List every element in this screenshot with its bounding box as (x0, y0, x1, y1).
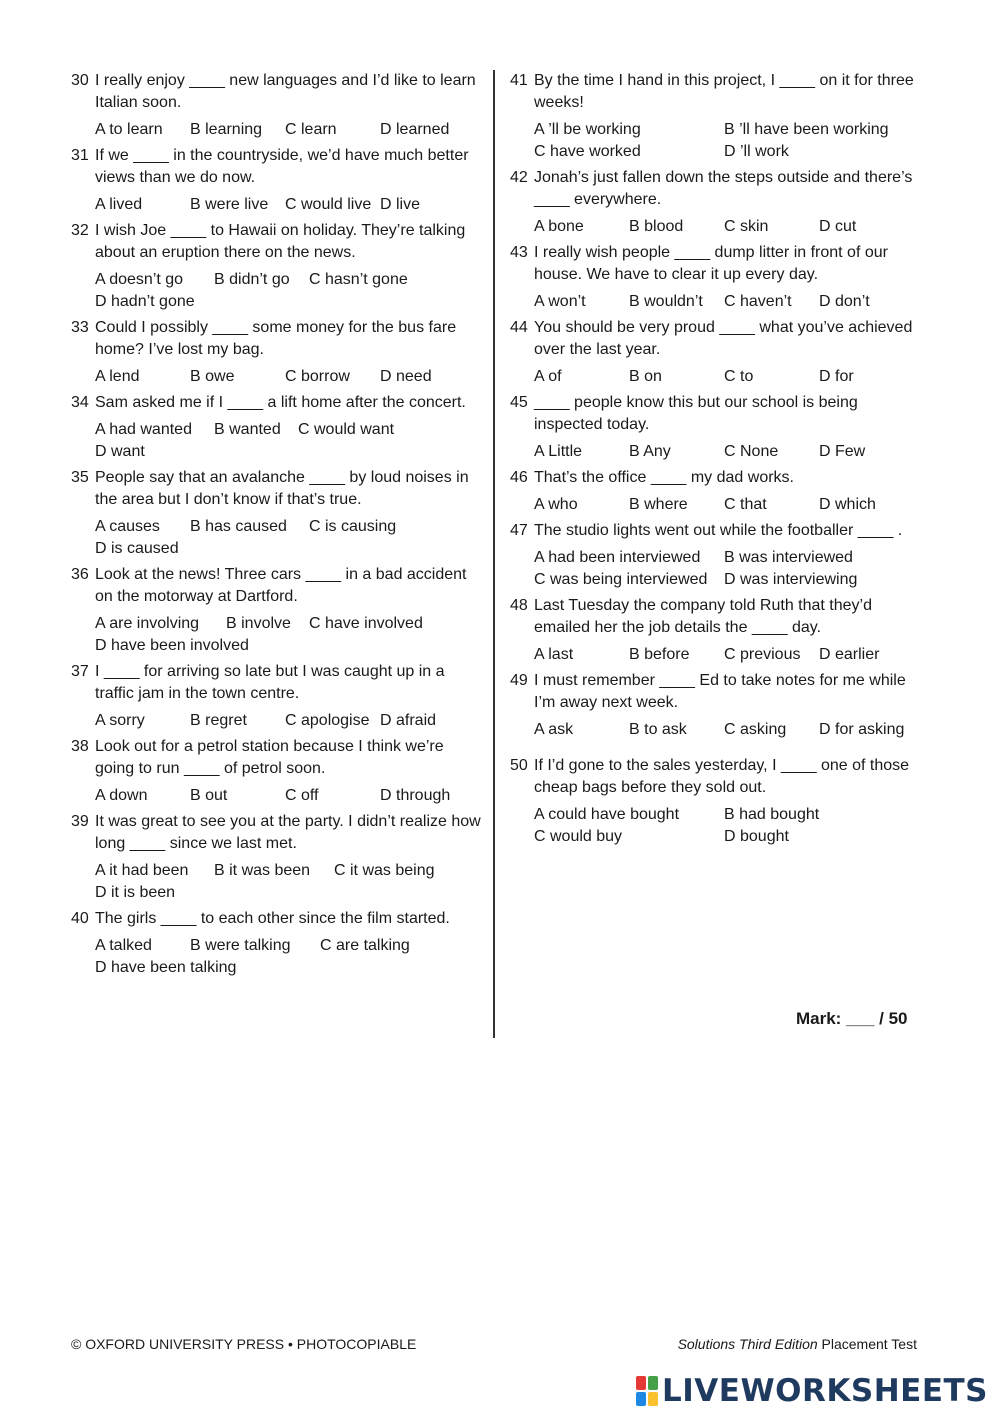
question-stem: I really wish people ____ dump litter in front of our house. We have to clear it up every day. (534, 244, 888, 283)
option-b[interactable]: B didn’t go (214, 271, 290, 288)
question-number: 36 (71, 566, 89, 583)
option-c[interactable]: C off (285, 787, 319, 804)
footer-title (678, 1336, 917, 1352)
question-50 (510, 755, 920, 848)
question-40 (71, 908, 481, 979)
option-c[interactable]: C None (724, 443, 779, 460)
option-b[interactable]: B were live (190, 196, 269, 213)
question-number: 33 (71, 319, 89, 336)
question-33 (71, 317, 481, 388)
option-c[interactable]: C have involved (309, 615, 423, 632)
question-stem: Could I possibly ____ some money for the bus fare home? I’ve lost my bag. (95, 319, 457, 358)
question-36 (71, 564, 481, 657)
option-b[interactable]: B was interviewed (724, 549, 853, 566)
option-a[interactable]: A had wanted (95, 421, 192, 438)
question-49 (510, 670, 920, 741)
option-c[interactable]: C haven’t (724, 293, 792, 310)
option-d[interactable]: D Few (819, 443, 866, 460)
option-b[interactable]: B where (629, 496, 688, 513)
option-c[interactable]: C is causing (309, 518, 397, 535)
option-d[interactable]: D earlier (819, 646, 880, 663)
question-34 (71, 392, 481, 463)
question-stem: Look out for a petrol station because I think we’re going to run ____ of petrol soon. (95, 738, 444, 777)
question-stem: I must remember ____ Ed to take notes for me while I’m away next week. (534, 672, 906, 711)
question-stem: By the time I hand in this project, I ____ on it for three weeks! (534, 72, 914, 111)
option-b[interactable]: B out (190, 787, 228, 804)
option-b[interactable]: B wouldn’t (629, 293, 703, 310)
option-a[interactable]: A had been interviewed (534, 549, 701, 566)
option-d[interactable]: D it is been (95, 884, 176, 901)
question-37 (71, 661, 481, 732)
question-number: 37 (71, 663, 89, 680)
question-number: 44 (510, 319, 528, 336)
option-c[interactable]: C learn (285, 121, 337, 138)
question-45 (510, 392, 920, 463)
question-number: 41 (510, 72, 528, 89)
option-d[interactable]: D want (95, 443, 145, 460)
right-question-column (510, 70, 920, 852)
option-b[interactable]: B to ask (629, 721, 687, 738)
question-stem: The girls ____ to each other since the film started. (95, 910, 450, 927)
question-stem: I really enjoy ____ new languages and I’d like to learn Italian soon. (95, 72, 476, 111)
liveworksheets-logo (636, 1373, 988, 1409)
option-d[interactable]: D ’ll work (724, 143, 789, 160)
option-a[interactable]: A last (534, 646, 574, 663)
liveworksheets-wordmark: LIVEWORKSHEETS (662, 1373, 988, 1409)
option-c[interactable]: C skin (724, 218, 769, 235)
footer-title-italic: Solutions Third Edition (677, 1336, 818, 1352)
option-a[interactable]: A bone (534, 218, 584, 235)
question-35 (71, 467, 481, 560)
option-a[interactable]: A Little (534, 443, 583, 460)
question-number: 31 (71, 147, 89, 164)
question-number: 46 (510, 469, 528, 486)
question-46 (510, 467, 920, 516)
column-divider (493, 70, 495, 1038)
option-a[interactable]: A doesn’t go (95, 271, 184, 288)
question-number: 43 (510, 244, 528, 261)
option-d[interactable]: D for asking (819, 721, 905, 738)
footer-title-plain: Placement Test (817, 1336, 917, 1352)
option-c[interactable]: C would buy (534, 828, 623, 845)
question-stem: Jonah’s just fallen down the steps outside and there’s ____ everywhere. (534, 169, 913, 208)
question-stem: I ____ for arriving so late but I was caught up in a traffic jam in the town centre. (95, 663, 445, 702)
question-38 (71, 736, 481, 807)
option-c[interactable]: C would live (285, 196, 372, 213)
option-b[interactable]: B ’ll have been working (724, 121, 889, 138)
question-stem: People say that an avalanche ____ by loud noises in the area but I don’t know if that’s true. (95, 469, 469, 508)
question-stem: ____ people know this but our school is being inspected today. (534, 394, 858, 433)
question-number: 40 (71, 910, 89, 927)
question-stem: Sam asked me if I ____ a lift home after the concert. (95, 394, 466, 411)
option-a[interactable]: A of (534, 368, 562, 385)
question-32 (71, 220, 481, 313)
option-c[interactable]: C hasn’t gone (309, 271, 408, 288)
option-a[interactable]: A lend (95, 368, 140, 385)
option-a[interactable]: A are involving (95, 615, 200, 632)
option-c[interactable]: C are talking (320, 937, 410, 954)
question-number: 35 (71, 469, 89, 486)
option-d[interactable]: D have been involved (95, 637, 249, 654)
option-b[interactable]: B has caused (190, 518, 287, 535)
logo-square (636, 1392, 646, 1406)
option-c[interactable]: C asking (724, 721, 787, 738)
option-c[interactable]: C previous (724, 646, 801, 663)
question-stem: The studio lights went out while the footballer ____ . (534, 522, 903, 539)
question-number: 38 (71, 738, 89, 755)
option-b[interactable]: B involve (226, 615, 291, 632)
option-b[interactable]: B blood (629, 218, 684, 235)
question-stem: If we ____ in the countryside, we’d have much better views than we do now. (95, 147, 469, 186)
option-d[interactable]: D hadn’t gone (95, 293, 195, 310)
question-number: 50 (510, 757, 528, 774)
question-stem: I wish Joe ____ to Hawaii on holiday. They’re talking about an eruption there on the news. (95, 222, 466, 261)
question-number: 45 (510, 394, 528, 411)
option-d[interactable]: D afraid (380, 712, 437, 729)
question-stem: If I’d gone to the sales yesterday, I ____ one of those cheap bags before they sold out. (534, 757, 910, 796)
option-c[interactable]: C was being interviewed (534, 571, 708, 588)
option-a[interactable]: A ask (534, 721, 574, 738)
logo-square (648, 1376, 658, 1390)
option-c[interactable]: C borrow (285, 368, 350, 385)
option-d[interactable]: D bought (724, 828, 789, 845)
question-39 (71, 811, 481, 904)
logo-square (648, 1392, 658, 1406)
option-c[interactable]: C would want (298, 421, 395, 438)
option-c[interactable]: C that (724, 496, 767, 513)
question-number: 32 (71, 222, 89, 239)
option-a[interactable]: A down (95, 787, 148, 804)
question-47 (510, 520, 920, 591)
question-stem: That’s the office ____ my dad works. (534, 469, 794, 486)
option-a[interactable]: A lived (95, 196, 143, 213)
left-question-column (71, 70, 481, 983)
option-d[interactable]: D live (380, 196, 421, 213)
question-stem: It was great to see you at the party. I didn’t realize how long ____ since we last met. (95, 813, 481, 852)
mark-total: Mark: ___ / 50 (796, 1009, 908, 1028)
option-d[interactable]: D through (380, 787, 451, 804)
option-d[interactable]: D which (819, 496, 876, 513)
question-stem: Last Tuesday the company told Ruth that they’d emailed her the job details the ____ day. (534, 597, 872, 636)
option-c[interactable]: C apologise (285, 712, 370, 729)
option-d[interactable]: D was interviewing (724, 571, 858, 588)
option-d[interactable]: D for (819, 368, 854, 385)
question-31 (71, 145, 481, 216)
option-b[interactable]: B regret (190, 712, 247, 729)
option-b[interactable]: B were talking (190, 937, 291, 954)
question-number: 47 (510, 522, 528, 539)
footer-copyright: © OXFORD UNIVERSITY PRESS • PHOTOCOPIABLE (71, 1336, 417, 1352)
option-a[interactable]: A it had been (95, 862, 189, 879)
option-c[interactable]: C have worked (534, 143, 641, 160)
question-number: 42 (510, 169, 528, 186)
question-stem: You should be very proud ____ what you’ve achieved over the last year. (534, 319, 913, 358)
question-42 (510, 167, 920, 238)
option-b[interactable]: B on (629, 368, 662, 385)
option-c[interactable]: C to (724, 368, 754, 385)
option-d[interactable]: D is caused (95, 540, 179, 557)
option-b[interactable]: B Any (629, 443, 671, 460)
option-a[interactable]: A to learn (95, 121, 163, 138)
question-number: 49 (510, 672, 528, 689)
option-b[interactable]: B before (629, 646, 690, 663)
option-d[interactable]: D learned (380, 121, 450, 138)
option-d[interactable]: D need (380, 368, 432, 385)
option-a[interactable]: A talked (95, 937, 152, 954)
option-d[interactable]: D have been talking (95, 959, 237, 976)
option-d[interactable]: D cut (819, 218, 857, 235)
question-number: 34 (71, 394, 89, 411)
question-number: 30 (71, 72, 89, 89)
option-b[interactable]: B it was been (214, 862, 311, 879)
option-b[interactable]: B wanted (214, 421, 281, 438)
option-b[interactable]: B learning (190, 121, 263, 138)
option-b[interactable]: B owe (190, 368, 235, 385)
liveworksheets-icon (636, 1376, 658, 1406)
question-44 (510, 317, 920, 388)
option-a[interactable]: A ’ll be working (534, 121, 641, 138)
option-a[interactable]: A who (534, 496, 578, 513)
option-a[interactable]: A sorry (95, 712, 145, 729)
question-43 (510, 242, 920, 313)
option-a[interactable]: A won’t (534, 293, 586, 310)
question-48 (510, 595, 920, 666)
question-stem: Look at the news! Three cars ____ in a bad accident on the motorway at Dartford. (95, 566, 467, 605)
question-30 (71, 70, 481, 141)
option-a[interactable]: A causes (95, 518, 160, 535)
logo-square (636, 1376, 646, 1390)
option-d[interactable]: D don’t (819, 293, 870, 310)
question-41 (510, 70, 920, 163)
option-c[interactable]: C it was being (334, 862, 435, 879)
question-number: 48 (510, 597, 528, 614)
question-number: 39 (71, 813, 89, 830)
option-a[interactable]: A could have bought (534, 806, 680, 823)
option-b[interactable]: B had bought (724, 806, 820, 823)
